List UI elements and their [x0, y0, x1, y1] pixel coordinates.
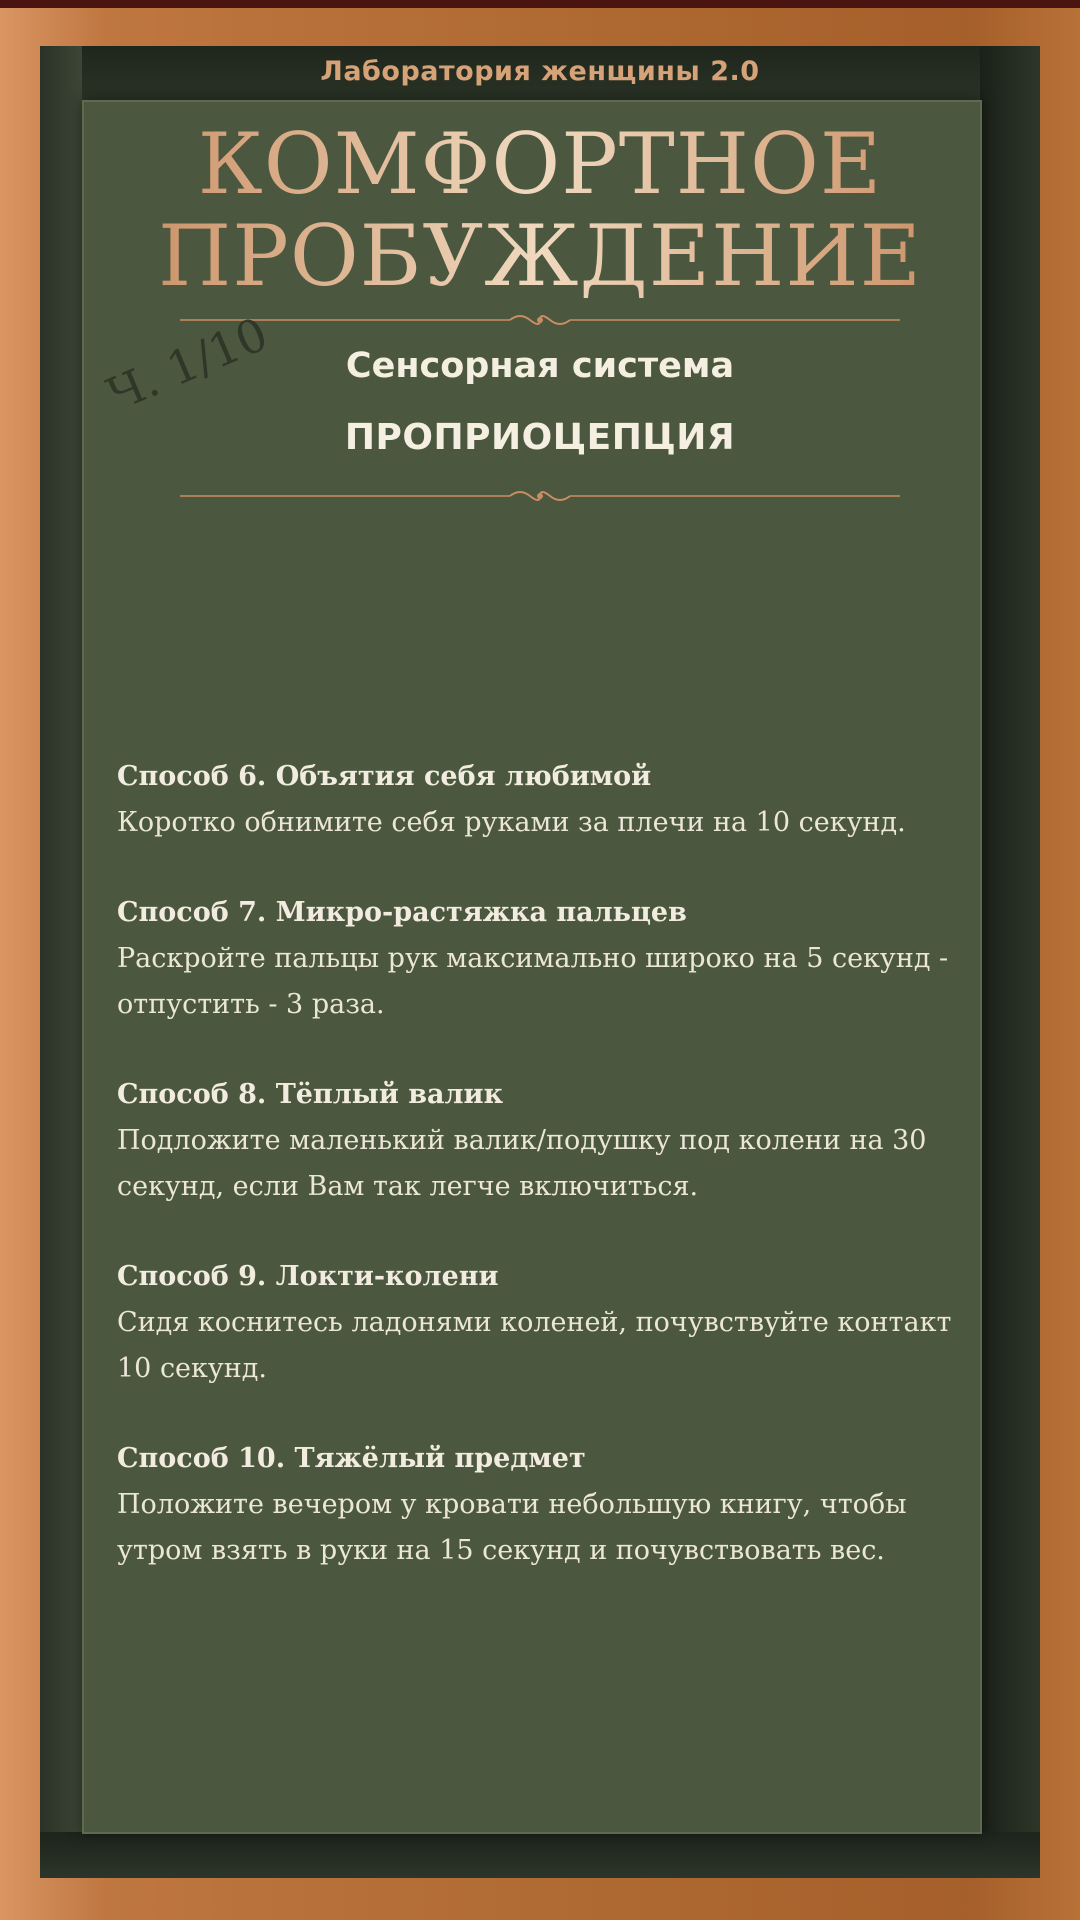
ornament-divider-top: [180, 310, 900, 330]
method-title: Способ 10. Тяжёлый предмет: [117, 1443, 586, 1474]
method-title: Способ 6. Объятия себя любимой: [117, 761, 652, 792]
method-item: [117, 1254, 967, 1392]
method-text: Сидя коснитесь ладонями коленей, почувствуйте контакт 10 секунд.: [117, 1307, 952, 1384]
method-text: Подложите маленький валик/подушку под колени на 30 секунд, если Вам так легче включиться.: [117, 1125, 927, 1202]
method-item: [117, 890, 967, 1028]
method-text: Коротко обнимите себя руками за плечи на 10 секунд.: [117, 807, 906, 838]
method-text: Положите вечером у кровати небольшую книгу, чтобы утром взять в руки на 15 секунд и почувствовать вес.: [117, 1489, 907, 1566]
part-indicator: Ч. 1/10: [99, 306, 276, 422]
method-text: Раскройте пальцы рук максимально широко на 5 секунд - отпустить - 3 раза.: [117, 943, 949, 1020]
brand-label: Лаборатория женщины 2.0: [320, 56, 760, 87]
section-heading: ПРОПРИОЦЕПЦИЯ: [344, 417, 736, 458]
method-item: [117, 1072, 967, 1210]
board-bevel-right: [980, 46, 1040, 1878]
title-line-2: ПРОБУЖДЕНИЕ: [158, 207, 922, 305]
board-bevel-bottom: [40, 1832, 1040, 1878]
title-line-1: КОМФОРТНОЕ: [197, 115, 883, 213]
ornament-divider-bottom: [180, 486, 900, 506]
method-title: Способ 9. Локти-колени: [117, 1261, 499, 1292]
method-title: Способ 7. Микро-растяжка пальцев: [117, 897, 687, 928]
method-item: [117, 1436, 967, 1574]
method-title: Способ 8. Тёплый валик: [117, 1079, 504, 1110]
methods-list: [117, 754, 967, 1618]
page-title: [0, 115, 1080, 305]
method-item: [117, 754, 967, 846]
frame-top-edge: [0, 0, 1080, 8]
subtitle: Сенсорная система: [345, 346, 735, 386]
board-bevel-left: [40, 46, 82, 1878]
